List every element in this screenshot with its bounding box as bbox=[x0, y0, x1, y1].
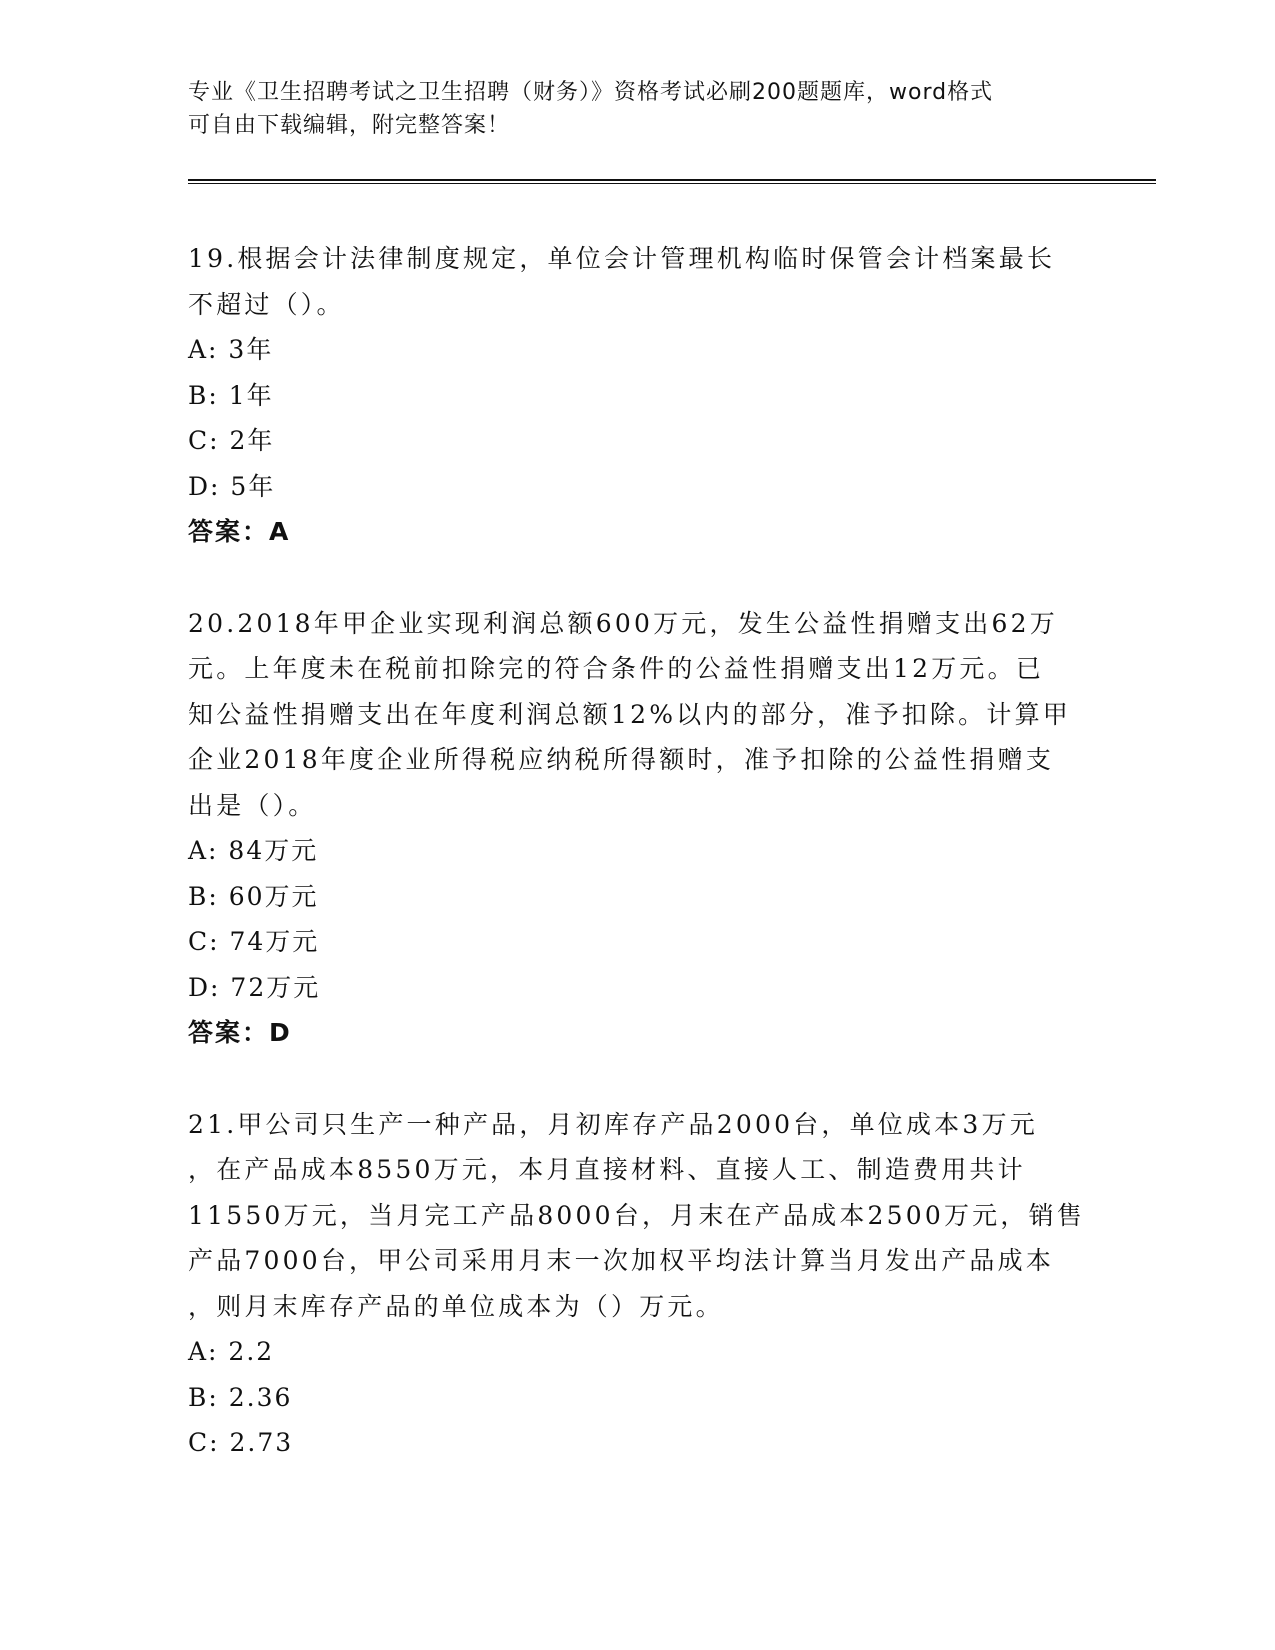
option-c: C: 2年 bbox=[188, 426, 275, 455]
header-line-1: 专业《卫生招聘考试之卫生招聘（财务）》资格考试必刷200题题库，word格式 bbox=[188, 80, 994, 105]
question-text-line: 产品7000台，甲公司采用月末一次加权平均法计算当月发出产品成本 bbox=[188, 1246, 1055, 1275]
option-c: C: 74万元 bbox=[188, 927, 320, 956]
question-19 bbox=[188, 236, 1088, 555]
header-divider-thin bbox=[188, 183, 1156, 184]
option-a: A: 84万元 bbox=[188, 836, 319, 865]
question-text-line: 11550万元，当月完工产品8000台，月末在产品成本2500万元，销售 bbox=[188, 1200, 1085, 1230]
question-text-line: 企业2018年度企业所得税应纳税所得额时，准予扣除的公益性捐赠支 bbox=[188, 745, 1055, 774]
option-d: D: 72万元 bbox=[188, 972, 321, 1002]
questions-list bbox=[188, 236, 1088, 1512]
answer-label: 答案：A bbox=[188, 517, 291, 546]
option-a: A: 3年 bbox=[188, 335, 274, 364]
option-b: B: 60万元 bbox=[188, 881, 319, 911]
header-divider-thick bbox=[188, 179, 1156, 181]
question-text-line: 知公益性捐赠支出在年度利润总额12%以内的部分，准予扣除。计算甲 bbox=[188, 699, 1071, 729]
option-d: D: 5年 bbox=[188, 471, 276, 501]
question-text-line: ，在产品成本8550万元，本月直接材料、直接人工、制造费用共计 bbox=[188, 1155, 1026, 1184]
question-text-line: ，则月末库存产品的单位成本为（）万元。 bbox=[188, 1291, 724, 1321]
question-text-line: 20.2018年甲企业实现利润总额600万元，发生公益性捐赠支出62万 bbox=[188, 608, 1058, 638]
question-20 bbox=[188, 601, 1088, 1056]
option-c: C: 2.73 bbox=[188, 1428, 294, 1457]
option-b: B: 1年 bbox=[188, 380, 274, 410]
answer-label: 答案：D bbox=[188, 1018, 292, 1047]
question-text-line: 不超过（）。 bbox=[188, 289, 345, 319]
option-a: A: 2.2 bbox=[188, 1337, 275, 1366]
question-21 bbox=[188, 1102, 1088, 1466]
question-text-line: 出是（）。 bbox=[188, 790, 317, 820]
question-text-line: 元。上年度未在税前扣除完的符合条件的公益性捐赠支出12万元。已 bbox=[188, 654, 1045, 683]
document-header bbox=[188, 76, 1078, 142]
question-text-line: 21.甲公司只生产一种产品，月初库存产品2000台，单位成本3万元 bbox=[188, 1109, 1038, 1139]
question-text-line: 19.根据会计法律制度规定，单位会计管理机构临时保管会计档案最长 bbox=[188, 244, 1056, 273]
header-line-2: 可自由下载编辑，附完整答案！ bbox=[188, 113, 511, 138]
option-b: B: 2.36 bbox=[188, 1382, 293, 1412]
